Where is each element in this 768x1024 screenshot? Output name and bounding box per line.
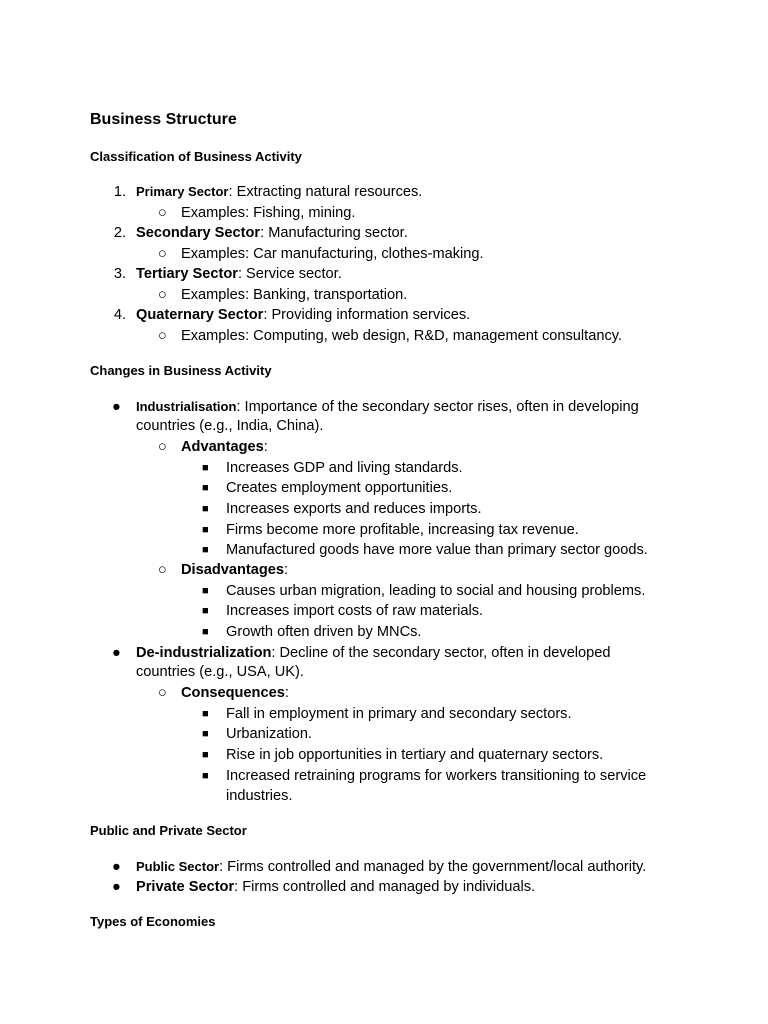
circle-bullet-icon: ○	[158, 205, 167, 221]
sublist-label	[181, 683, 289, 703]
list-item: Fall in employment in primary and secondary sectors.	[226, 706, 572, 722]
list-number: 3.	[113, 266, 126, 282]
square-bullet-icon: ■	[202, 585, 209, 597]
list-item: Manufactured goods have more value than primary sector goods.	[226, 542, 648, 558]
list-item	[136, 857, 646, 877]
disc-bullet-icon: ●	[112, 399, 121, 415]
square-bullet-icon: ■	[202, 728, 209, 740]
disc-bullet-icon: ●	[112, 879, 121, 895]
list-number: 1.	[113, 184, 126, 200]
list-item: Creates employment opportunities.	[226, 480, 453, 496]
term: Public Sector	[136, 859, 220, 874]
disc-bullet-icon: ●	[112, 645, 121, 661]
square-bullet-icon: ■	[202, 503, 209, 515]
list-item: Increased retraining programs for workers transitioning to service	[226, 768, 647, 784]
circle-bullet-icon: ○	[158, 439, 167, 455]
section-heading-economies: Types of Economies	[90, 914, 216, 929]
square-bullet-icon: ■	[202, 482, 209, 494]
square-bullet-icon: ■	[202, 749, 209, 761]
term: Consequences	[181, 685, 285, 701]
list-item: Increases import costs of raw materials.	[226, 603, 484, 619]
list-item	[136, 397, 639, 417]
section-heading-public-private: Public and Private Sector	[90, 823, 247, 838]
list-item-continuation: countries (e.g., USA, UK).	[136, 664, 304, 680]
list-item: Causes urban migration, leading to social and housing problems.	[226, 583, 646, 599]
list-item	[136, 182, 422, 202]
list-item	[136, 643, 611, 663]
term: Private Sector	[136, 879, 235, 895]
list-item	[136, 223, 408, 243]
description: : Importance of the secondary sector rises, often in developing	[236, 399, 639, 415]
colon: :	[263, 439, 268, 455]
circle-bullet-icon: ○	[158, 328, 167, 344]
square-bullet-icon: ■	[202, 626, 209, 638]
term: De-industrialization	[136, 645, 272, 661]
description: : Manufacturing sector.	[260, 225, 408, 241]
square-bullet-icon: ■	[202, 770, 209, 782]
term: Tertiary Sector	[136, 266, 238, 282]
disc-bullet-icon: ●	[112, 859, 121, 875]
list-item: Examples: Computing, web design, R&D, management consultancy.	[181, 328, 623, 344]
list-number: 4.	[113, 307, 126, 323]
description: : Providing information services.	[263, 307, 471, 323]
description: : Extracting natural resources.	[228, 184, 423, 200]
list-item: Firms become more profitable, increasing tax revenue.	[226, 522, 579, 538]
list-item-continuation: industries.	[226, 788, 293, 804]
circle-bullet-icon: ○	[158, 287, 167, 303]
description: : Firms controlled and managed by individuals.	[234, 879, 536, 895]
colon: :	[284, 562, 289, 578]
sublist-label	[181, 560, 288, 580]
square-bullet-icon: ■	[202, 708, 209, 720]
list-item	[136, 305, 470, 325]
list-item: Examples: Fishing, mining.	[181, 205, 356, 221]
circle-bullet-icon: ○	[158, 685, 167, 701]
list-item: Urbanization.	[226, 726, 312, 742]
square-bullet-icon: ■	[202, 605, 209, 617]
circle-bullet-icon: ○	[158, 246, 167, 262]
term: Quaternary Sector	[136, 307, 264, 323]
page-title: Business Structure	[90, 111, 237, 128]
list-item: Increases exports and reduces imports.	[226, 501, 482, 517]
section-heading-classification: Classification of Business Activity	[90, 149, 302, 164]
list-item: Increases GDP and living standards.	[226, 460, 463, 476]
sublist-label	[181, 437, 268, 457]
list-item: Examples: Car manufacturing, clothes-making.	[181, 246, 484, 262]
description: : Service sector.	[237, 266, 342, 282]
term: Industrialisation	[136, 399, 237, 414]
colon: :	[284, 685, 289, 701]
description: : Firms controlled and managed by the government/local authority.	[219, 859, 647, 875]
circle-bullet-icon: ○	[158, 562, 167, 578]
term: Secondary Sector	[136, 225, 261, 241]
section-heading-changes: Changes in Business Activity	[90, 363, 272, 378]
list-item: Examples: Banking, transportation.	[181, 287, 408, 303]
term: Disadvantages	[181, 562, 285, 578]
term: Primary Sector	[136, 184, 229, 199]
list-item	[136, 264, 342, 284]
list-item	[136, 877, 535, 897]
square-bullet-icon: ■	[202, 544, 209, 556]
term: Advantages	[181, 439, 264, 455]
list-number: 2.	[113, 225, 126, 241]
description: : Decline of the secondary sector, often in developed	[271, 645, 611, 661]
list-item: Rise in job opportunities in tertiary and quaternary sectors.	[226, 747, 604, 763]
square-bullet-icon: ■	[202, 524, 209, 536]
list-item: Growth often driven by MNCs.	[226, 624, 422, 640]
square-bullet-icon: ■	[202, 462, 209, 474]
list-item-continuation: countries (e.g., India, China).	[136, 418, 324, 434]
